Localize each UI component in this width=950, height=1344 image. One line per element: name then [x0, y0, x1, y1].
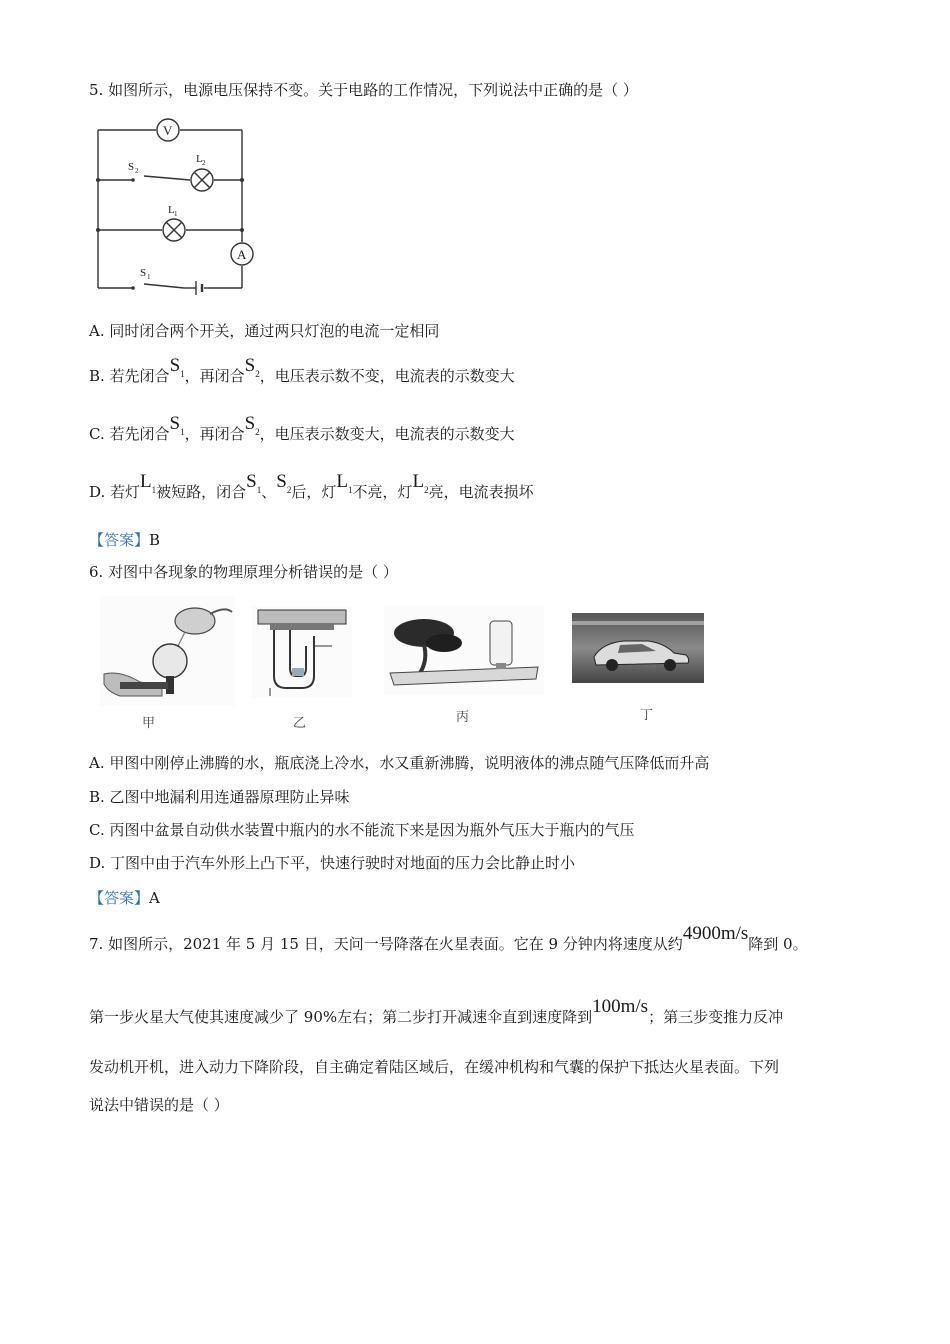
q6-option-a: A. 甲图中刚停止沸腾的水，瓶底浇上冷水，水又重新沸腾，说明液体的沸点随气压降低而升高 [89, 754, 710, 772]
q5-option-a: A. 同时闭合两个开关，通过两只灯泡的电流一定相同 [89, 322, 440, 340]
q5-option-d: D. 若灯$L_1$被短路，闭合$S_1$、$S_2$后，灯$L_1$不亮，灯$L_2$亮，电流表损坏 [89, 471, 534, 501]
q5-answer [89, 529, 160, 550]
q6-stem: 6. 对图中各现象的物理原理分析错误的是（ ） [89, 563, 398, 581]
s1-sub: 1 [147, 273, 151, 281]
drain-cover [258, 610, 346, 624]
pouring-cup [175, 608, 215, 634]
caption-ding: 丁 [640, 708, 654, 723]
q5-option-c: C. 若先闭合$S_1$，再闭合$S_2$，电压表示数变大，电流表的示数变大 [89, 413, 515, 443]
q6-figure-bing [384, 605, 544, 695]
caption-jia: 甲 [142, 716, 156, 731]
q7-line-1: 7. 如图所示，2021 年 5 月 15 日，天问一号降落在火星表面。它在 9 分钟内将速度从约4900m/s降到 0。 [89, 923, 808, 953]
caption-bing: 丙 [456, 710, 470, 725]
q6-figure-yi [252, 606, 352, 698]
caption-yi: 乙 [293, 716, 307, 731]
answer-tag: 【答案】 [89, 531, 150, 549]
l1-label: L [168, 204, 175, 216]
s2-label: S [128, 161, 135, 173]
answer-value: B [149, 531, 161, 549]
l2-sub: 2 [202, 159, 206, 167]
flask [153, 644, 187, 678]
q6-option-d: D. 丁图中由于汽车外形上凸下平，快速行驶时对地面的压力会比静止时小 [89, 854, 576, 872]
s2-sub: 2 [135, 167, 139, 175]
speed-100: 100m/s [592, 996, 649, 1017]
q6-option-c: C. 丙图中盆景自动供水装置中瓶内的水不能流下来是因为瓶外气压大于瓶内的气压 [89, 821, 635, 839]
s1-label: S [140, 267, 147, 279]
q6-figure-ding [572, 613, 704, 683]
q6-option-b: B. 乙图中地漏利用连通器原理防止异味 [89, 788, 350, 806]
water-bottle [490, 621, 512, 665]
q5-option-b: B. 若先闭合$S_1$，再闭合$S_2$，电压表示数不变，电流表的示数变大 [89, 355, 515, 385]
q5-stem: 5. 如图所示，电源电压保持不变。关于电路的工作情况，下列说法中正确的是（ ） [89, 81, 638, 99]
voltmeter-label: V [163, 123, 173, 138]
answer-tag: 【答案】 [89, 889, 150, 907]
l1-sub: 1 [174, 210, 178, 218]
q7-line-3: 发动机开机，进入动力下降阶段，自主确定着陆区域后，在缓冲机构和气囊的保护下抵达火星表面。下列 [89, 1058, 780, 1076]
q6-answer [89, 887, 160, 908]
speed-4900: 4900m/s [682, 923, 749, 944]
ammeter-label: A [237, 247, 247, 262]
q7-line-4: 说法中错误的是（ ） [89, 1096, 229, 1114]
q6-figure-jia [100, 596, 235, 706]
q7-line-2: 第一步火星大气使其速度减少了 90%左右；第二步打开减速伞直到速度降到100m/s；第三步变推力反冲 [89, 996, 784, 1026]
answer-value: A [149, 889, 160, 907]
l2-label: L [196, 153, 203, 165]
q5-circuit-figure [92, 118, 282, 298]
